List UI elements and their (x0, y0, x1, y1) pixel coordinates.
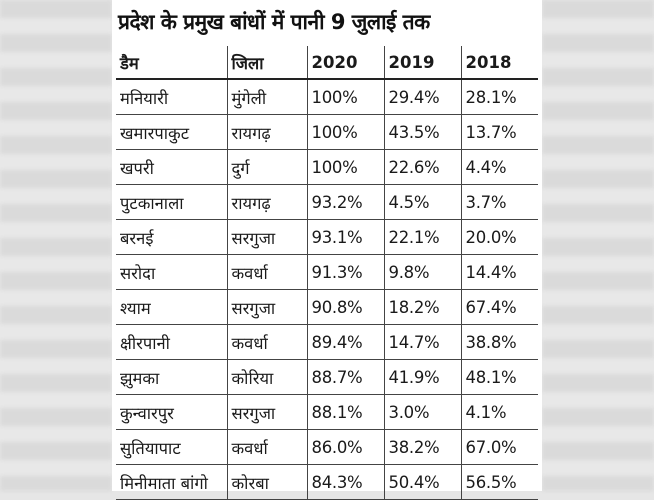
value-2020-cell: 100% (307, 79, 384, 115)
header-2020: 2020 (307, 46, 384, 79)
district-cell: सरगुजा (227, 395, 307, 430)
header-2019: 2019 (384, 46, 461, 79)
value-2020-cell: 100% (307, 150, 384, 185)
header-dam: डैम (116, 46, 227, 79)
value-2019-cell: 9.8% (384, 255, 461, 290)
value-2018-cell: 67.0% (461, 430, 538, 465)
value-2019-cell: 41.9% (384, 360, 461, 395)
value-2020-cell: 89.4% (307, 325, 384, 360)
dam-name-cell: मनियारी (116, 79, 227, 115)
table-row (116, 430, 538, 465)
value-2019-cell: 22.6% (384, 150, 461, 185)
district-cell: सरगुजा (227, 290, 307, 325)
value-2019-cell: 29.4% (384, 79, 461, 115)
table-row (116, 220, 538, 255)
table-row (116, 395, 538, 430)
district-cell: कोरिया (227, 360, 307, 395)
value-2018-cell: 20.0% (461, 220, 538, 255)
table-row (116, 79, 538, 115)
dam-name-cell: मिनीमाता बांगो (116, 465, 227, 500)
district-cell: मुंगेली (227, 79, 307, 115)
district-cell: कोरबा (227, 465, 307, 500)
table-row (116, 150, 538, 185)
value-2019-cell: 3.0% (384, 395, 461, 430)
value-2020-cell: 93.2% (307, 185, 384, 220)
dam-name-cell: झुमका (116, 360, 227, 395)
table-row (116, 115, 538, 150)
value-2018-cell: 48.1% (461, 360, 538, 395)
dam-name-cell: खपरी (116, 150, 227, 185)
value-2020-cell: 93.1% (307, 220, 384, 255)
dam-name-cell: बरनई (116, 220, 227, 255)
district-cell: रायगढ़ (227, 115, 307, 150)
value-2019-cell: 38.2% (384, 430, 461, 465)
value-2019-cell: 18.2% (384, 290, 461, 325)
dam-name-cell: श्याम (116, 290, 227, 325)
header-district: जिला (227, 46, 307, 79)
value-2019-cell: 4.5% (384, 185, 461, 220)
table-row (116, 325, 538, 360)
page-title: प्रदेश के प्रमुख बांधों में पानी 9 जुलाई तक (118, 8, 538, 36)
table-row (116, 185, 538, 220)
value-2020-cell: 86.0% (307, 430, 384, 465)
blurred-background-right (542, 0, 654, 491)
table-row (116, 465, 538, 500)
dam-name-cell: खमारपाकुट (116, 115, 227, 150)
value-2018-cell: 14.4% (461, 255, 538, 290)
value-2020-cell: 88.7% (307, 360, 384, 395)
value-2018-cell: 3.7% (461, 185, 538, 220)
district-cell: कवर्धा (227, 430, 307, 465)
table-row (116, 360, 538, 395)
value-2020-cell: 100% (307, 115, 384, 150)
district-cell: दुर्ग (227, 150, 307, 185)
value-2019-cell: 22.1% (384, 220, 461, 255)
value-2019-cell: 50.4% (384, 465, 461, 500)
value-2018-cell: 4.1% (461, 395, 538, 430)
value-2018-cell: 56.5% (461, 465, 538, 500)
dam-name-cell: सुतियापाट (116, 430, 227, 465)
value-2018-cell: 13.7% (461, 115, 538, 150)
header-2018: 2018 (461, 46, 538, 79)
value-2020-cell: 91.3% (307, 255, 384, 290)
value-2020-cell: 90.8% (307, 290, 384, 325)
dam-name-cell: पुटकानाला (116, 185, 227, 220)
dam-name-cell: सरोदा (116, 255, 227, 290)
table-row (116, 290, 538, 325)
value-2019-cell: 14.7% (384, 325, 461, 360)
newspaper-table-card (112, 0, 542, 491)
district-cell: सरगुजा (227, 220, 307, 255)
value-2018-cell: 4.4% (461, 150, 538, 185)
table-row (116, 255, 538, 290)
dam-name-cell: कुन्वारपुर (116, 395, 227, 430)
blurred-background-left (0, 0, 112, 491)
value-2018-cell: 28.1% (461, 79, 538, 115)
value-2018-cell: 38.8% (461, 325, 538, 360)
table-header-row (116, 46, 538, 79)
dam-water-table (116, 46, 538, 500)
value-2020-cell: 84.3% (307, 465, 384, 500)
value-2018-cell: 67.4% (461, 290, 538, 325)
district-cell: रायगढ़ (227, 185, 307, 220)
value-2019-cell: 43.5% (384, 115, 461, 150)
district-cell: कवर्धा (227, 325, 307, 360)
district-cell: कवर्धा (227, 255, 307, 290)
value-2020-cell: 88.1% (307, 395, 384, 430)
dam-name-cell: क्षीरपानी (116, 325, 227, 360)
